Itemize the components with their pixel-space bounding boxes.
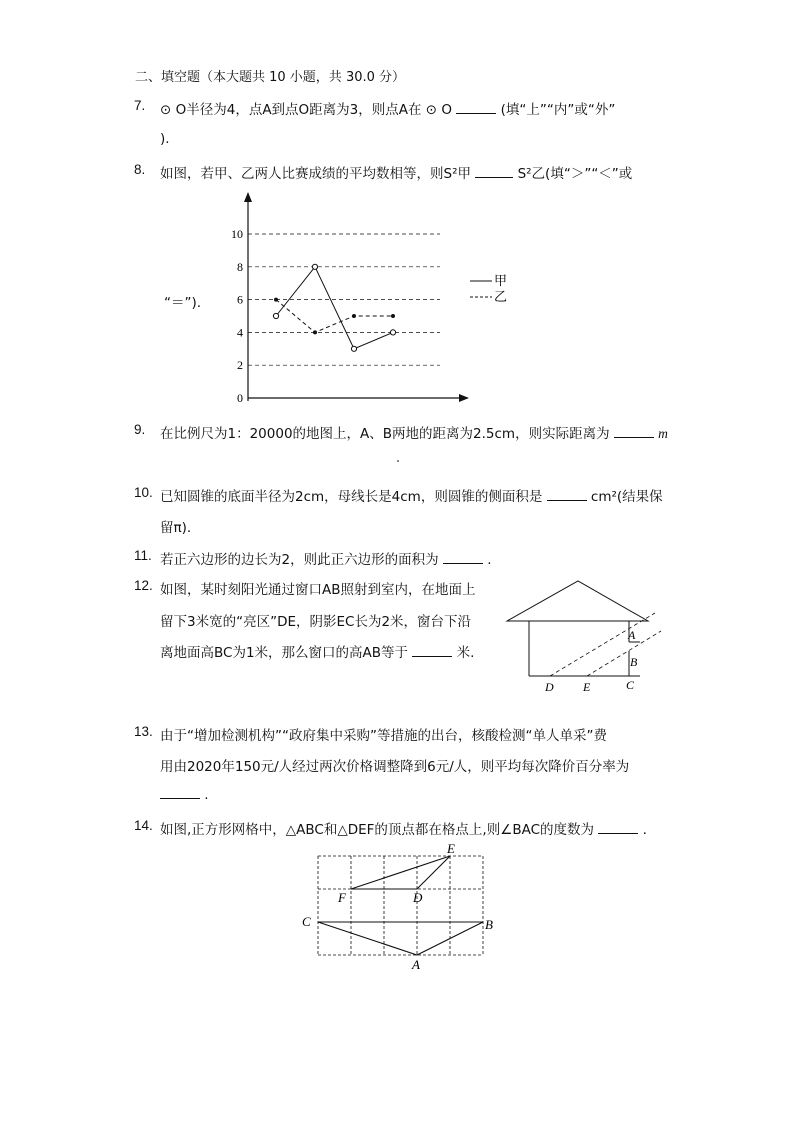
data-point-jia-3: [351, 346, 356, 351]
q12-answer-blank[interactable]: [412, 644, 452, 657]
grid-label-e: E: [447, 841, 455, 856]
grid-label-c: C: [302, 914, 311, 929]
q7-answer-blank[interactable]: [456, 101, 496, 114]
y-tick-label-10: 10: [231, 227, 243, 241]
grid-label-f: F: [338, 890, 346, 905]
sunray-from-a: [550, 613, 655, 676]
q14-grid-figure: [296, 838, 501, 973]
label-c: C: [626, 678, 635, 692]
chart-series: [273, 264, 395, 351]
grid-label-b: B: [485, 917, 493, 932]
q11-answer-blank[interactable]: [443, 551, 483, 564]
triangle-def: [351, 856, 450, 889]
q12-text-line1: 如图，某时刻阳光通过窗口AB照射到室内，在地面上: [160, 582, 476, 598]
q8-text: 如图，若甲、乙两人比赛成绩的平均数相等，则S²甲 S²乙(填“＞”“＜”或: [160, 166, 633, 182]
q11-number: 11.: [134, 548, 152, 563]
q14-text: 如图,正方形网格中，△ABC和△DEF的顶点都在格点上,则∠BAC的度数为 .: [160, 822, 647, 838]
y-tick-label-0: 0: [237, 391, 243, 405]
q11-text: 若正六边形的边长为2，则此正六边形的面积为 .: [160, 552, 492, 568]
q9-text: 在比例尺为1：20000的地图上，A、B两地的距离为2.5cm，则实际距离为 m: [160, 426, 668, 442]
q13-text-line1: 由于“增加检测机构”“政府集中采购”等措施的出台，核酸检测“单人单采”费: [160, 728, 607, 744]
label-b: B: [630, 655, 638, 669]
data-point-yi-3: [352, 314, 356, 318]
label-d: D: [545, 680, 554, 694]
q7-text-line2: ).: [160, 131, 170, 147]
series-line-jia: [276, 267, 393, 349]
y-tick-labels: [231, 227, 243, 405]
q9-number: 9.: [134, 422, 146, 437]
roof: [507, 581, 648, 621]
data-point-yi-2: [313, 330, 317, 334]
y-tick-label-6: 6: [237, 292, 243, 307]
data-point-jia-4: [390, 330, 395, 335]
q10-text-line2: 留π).: [160, 520, 192, 536]
data-point-yi-1: [274, 298, 278, 302]
x-axis-arrow: [459, 394, 469, 402]
q9-answer-blank[interactable]: [614, 425, 654, 438]
q13-answer-blank[interactable]: [160, 786, 200, 799]
y-tick-label-2: 2: [237, 358, 243, 373]
grid-label-a: A: [412, 957, 420, 972]
sunray-from-b: [587, 631, 661, 676]
q12-window-figure: [505, 578, 670, 698]
y-tick-label-8: 8: [237, 259, 243, 274]
data-point-jia-2: [312, 264, 317, 269]
y-axis-arrow: [244, 192, 252, 202]
data-point-jia-1: [273, 313, 278, 318]
data-point-yi-4: [391, 314, 395, 318]
q13-text-line2: 用由2020年150元/人经过两次价格调整降到6元/人，则平均每次降价百分率为: [160, 759, 630, 775]
q14-number: 14.: [134, 818, 153, 833]
q13-text-line3: .: [160, 786, 209, 803]
grid-label-d: D: [413, 890, 423, 905]
q10-text: 已知圆锥的底面半径为2cm，母线长是4cm，则圆锥的侧面积是 cm²(结果保: [160, 489, 663, 505]
label-e: E: [583, 680, 591, 694]
q10-number: 10.: [134, 485, 153, 500]
q12-text-line3: 离地面高BC为1米，那么窗口的高AB等于 米.: [160, 645, 475, 661]
legend-label-jia: 甲: [494, 273, 508, 288]
y-tick-label-4: 4: [237, 325, 243, 340]
square-grid: [318, 856, 483, 955]
section-title: 二、填空题（本大题共 10 小题，共 30.0 分）: [135, 70, 406, 85]
triangle-abc: [318, 922, 483, 955]
q8-answer-blank[interactable]: [475, 165, 513, 178]
q8-number: 8.: [134, 162, 146, 177]
legend-label-yi: 乙: [494, 289, 508, 304]
q10-answer-blank[interactable]: [547, 488, 587, 501]
q7-number: 7.: [134, 98, 146, 113]
q13-number: 13.: [134, 724, 153, 739]
series-line-yi: [276, 300, 393, 333]
q14-answer-blank[interactable]: [598, 821, 638, 834]
q12-text-line2: 留下3米宽的“亮区”DE，阴影EC长为2米，窗台下沿: [160, 614, 472, 630]
q8-text-line2: “＝”).: [164, 295, 202, 311]
q8-line-chart: [226, 190, 526, 410]
label-a: A: [628, 628, 636, 642]
q7-text: ⊙ O半径为4，点A到点O距离为3，则点A在 ⊙ O (填“上”“内”或“外”: [160, 102, 616, 118]
stray-dot: [397, 460, 399, 462]
q12-number: 12.: [134, 578, 153, 593]
